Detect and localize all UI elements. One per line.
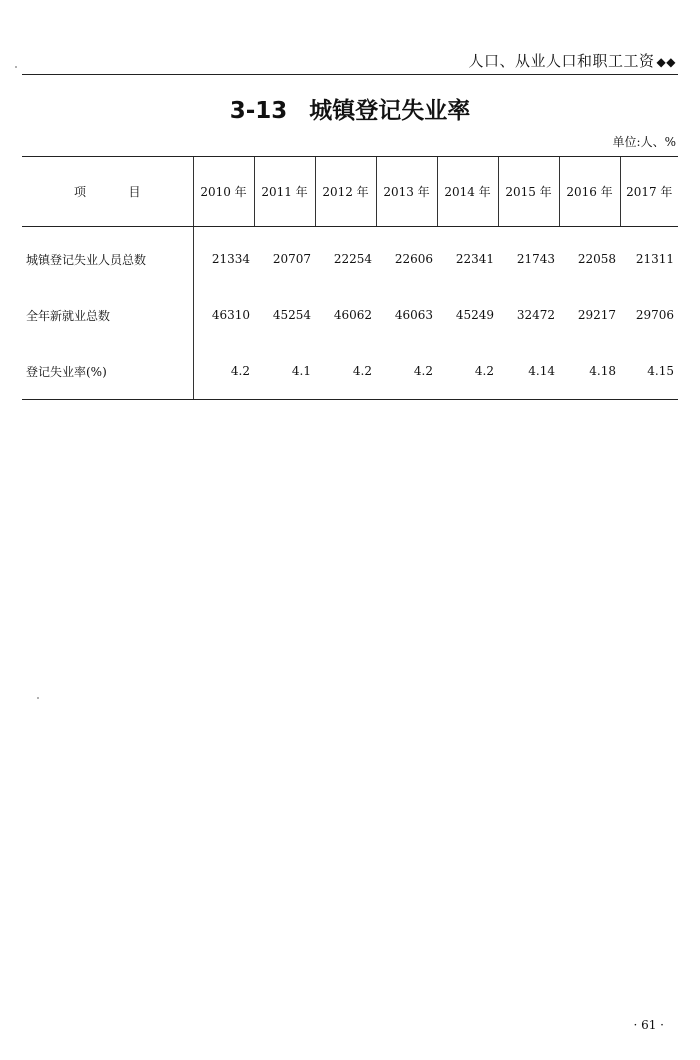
row-label: 城镇登记失业人员总数 — [22, 227, 193, 288]
table-row — [22, 227, 678, 288]
page-number: · 61 · — [633, 1018, 664, 1032]
table-number: 3-13 — [229, 98, 288, 124]
table-cell: 4.1 — [254, 343, 315, 400]
year-header: 2014 年 — [437, 157, 498, 227]
table-cell: 46063 — [394, 308, 433, 322]
diamond-icon: ◆◆ — [656, 55, 676, 69]
table-cell: 4.14 — [498, 343, 559, 400]
table-title — [0, 92, 700, 125]
table-cell: 29217 — [577, 308, 616, 322]
row-label: 登记失业率(%) — [22, 343, 193, 400]
table-cell: 4.2 — [376, 343, 437, 400]
table-cell: 45249 — [455, 308, 494, 322]
table-cell: 45254 — [272, 308, 311, 322]
year-header: 2010 年 — [193, 157, 254, 227]
table-cell: 4.2 — [437, 343, 498, 400]
table-cell: 22058 — [577, 252, 616, 266]
year-header: 2013 年 — [376, 157, 437, 227]
item-header-right: 目 — [128, 185, 141, 199]
scan-speck — [15, 66, 17, 68]
table-cell: 32472 — [516, 308, 555, 322]
table-cell: 4.18 — [559, 343, 620, 400]
table-row — [22, 343, 678, 400]
unit-note: 单位:人、% — [612, 135, 676, 149]
running-header — [469, 50, 676, 71]
year-header: 2011 年 — [254, 157, 315, 227]
table-cell: 4.15 — [620, 343, 678, 400]
year-header: 2016 年 — [559, 157, 620, 227]
table-cell: 20707 — [272, 252, 311, 266]
table-cell: 21743 — [516, 252, 555, 266]
table-cell: 46062 — [333, 308, 372, 322]
table-cell: 4.2 — [315, 343, 376, 400]
running-header-text: 人口、从业人口和职工工资 — [468, 52, 655, 70]
table-cell: 29706 — [635, 308, 674, 322]
row-label: 全年新就业总数 — [22, 287, 193, 343]
year-header: 2012 年 — [315, 157, 376, 227]
table-cell: 22254 — [333, 252, 372, 266]
table-cell: 46310 — [211, 308, 250, 322]
table-cell: 21334 — [211, 252, 250, 266]
statistics-table — [22, 156, 678, 400]
year-header: 2017 年 — [620, 157, 678, 227]
year-header: 2015 年 — [498, 157, 559, 227]
table-cell: 21311 — [635, 252, 674, 266]
header-row — [22, 157, 678, 227]
table-row — [22, 287, 678, 343]
scan-speck — [37, 697, 39, 699]
table-cell: 22606 — [394, 252, 433, 266]
table-title-text: 城镇登记失业率 — [309, 98, 471, 124]
header-rule — [22, 74, 678, 75]
table-cell: 22341 — [455, 252, 494, 266]
item-header-left: 项 — [74, 185, 87, 199]
item-column-header — [22, 157, 193, 227]
table-cell: 4.2 — [193, 343, 254, 400]
